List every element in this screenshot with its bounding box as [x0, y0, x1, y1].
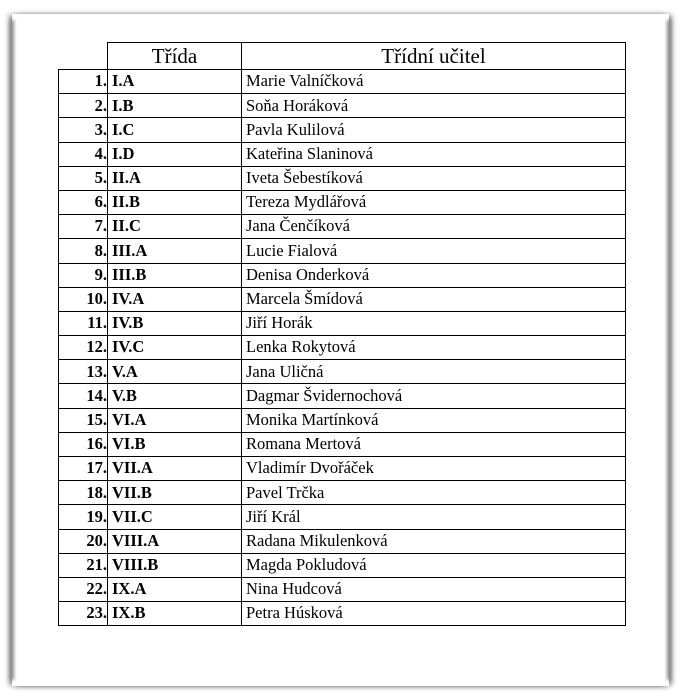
row-number: 2.	[59, 94, 108, 118]
teacher-name: Jana Čenčíková	[242, 215, 626, 239]
table-row	[59, 384, 626, 408]
class-name: VI.B	[108, 432, 242, 456]
teacher-name: Monika Martínková	[242, 408, 626, 432]
row-number: 13.	[59, 360, 108, 384]
row-number: 21.	[59, 553, 108, 577]
table-row	[59, 505, 626, 529]
teacher-name: Vladimír Dvořáček	[242, 457, 626, 481]
table-row	[59, 577, 626, 601]
class-name: V.B	[108, 384, 242, 408]
table-row	[59, 360, 626, 384]
class-name: I.D	[108, 142, 242, 166]
table-row	[59, 481, 626, 505]
table-row	[59, 239, 626, 263]
row-number: 12.	[59, 336, 108, 360]
row-number: 1.	[59, 70, 108, 94]
teacher-name: Marcela Šmídová	[242, 287, 626, 311]
teacher-name: Radana Mikulenková	[242, 529, 626, 553]
row-number: 3.	[59, 118, 108, 142]
table-row	[59, 94, 626, 118]
class-name: IV.C	[108, 336, 242, 360]
row-number: 17.	[59, 457, 108, 481]
teacher-name: Marie Valníčková	[242, 70, 626, 94]
header-class: Třída	[108, 43, 242, 70]
row-number: 6.	[59, 190, 108, 214]
header-teacher: Třídní učitel	[242, 43, 626, 70]
class-name: VII.B	[108, 481, 242, 505]
teacher-name: Kateřina Slaninová	[242, 142, 626, 166]
class-name: VII.A	[108, 457, 242, 481]
table-row	[59, 432, 626, 456]
table-row	[59, 408, 626, 432]
teacher-name: Dagmar Švidernochová	[242, 384, 626, 408]
class-name: VI.A	[108, 408, 242, 432]
table-header	[59, 43, 626, 70]
class-name: II.B	[108, 190, 242, 214]
header-corner-cell	[59, 43, 108, 70]
table-row	[59, 287, 626, 311]
class-name: IX.A	[108, 577, 242, 601]
table-row	[59, 118, 626, 142]
table-row	[59, 311, 626, 335]
teacher-name: Denisa Onderková	[242, 263, 626, 287]
teacher-name: Pavel Trčka	[242, 481, 626, 505]
table-row	[59, 336, 626, 360]
table-row	[59, 553, 626, 577]
teacher-name: Magda Pokludová	[242, 553, 626, 577]
row-number: 8.	[59, 239, 108, 263]
table-row	[59, 166, 626, 190]
class-teacher-table	[58, 42, 626, 626]
table-row	[59, 142, 626, 166]
row-number: 7.	[59, 215, 108, 239]
teacher-name: Tereza Mydlářová	[242, 190, 626, 214]
row-number: 23.	[59, 602, 108, 626]
class-name: I.A	[108, 70, 242, 94]
class-name: VIII.A	[108, 529, 242, 553]
table-row	[59, 70, 626, 94]
class-name: IV.B	[108, 311, 242, 335]
table-row	[59, 529, 626, 553]
teacher-name: Jana Uličná	[242, 360, 626, 384]
class-name: I.C	[108, 118, 242, 142]
class-name: III.B	[108, 263, 242, 287]
table-row	[59, 263, 626, 287]
row-number: 19.	[59, 505, 108, 529]
row-number: 4.	[59, 142, 108, 166]
row-number: 15.	[59, 408, 108, 432]
class-name: III.A	[108, 239, 242, 263]
row-number: 10.	[59, 287, 108, 311]
header-row	[59, 43, 626, 70]
teacher-name: Romana Mertová	[242, 432, 626, 456]
teacher-name: Iveta Šebestíková	[242, 166, 626, 190]
row-number: 5.	[59, 166, 108, 190]
class-name: I.B	[108, 94, 242, 118]
row-number: 22.	[59, 577, 108, 601]
teacher-name: Jiří Horák	[242, 311, 626, 335]
row-number: 18.	[59, 481, 108, 505]
teacher-name: Jiří Král	[242, 505, 626, 529]
teacher-name: Soňa Horáková	[242, 94, 626, 118]
teacher-name: Lucie Fialová	[242, 239, 626, 263]
class-name: VIII.B	[108, 553, 242, 577]
table-row	[59, 215, 626, 239]
class-name: II.C	[108, 215, 242, 239]
table-row	[59, 190, 626, 214]
teacher-name: Lenka Rokytová	[242, 336, 626, 360]
teacher-name: Pavla Kulilová	[242, 118, 626, 142]
document-page	[12, 14, 669, 686]
row-number: 11.	[59, 311, 108, 335]
class-name: IV.A	[108, 287, 242, 311]
row-number: 9.	[59, 263, 108, 287]
table-body	[59, 70, 626, 626]
row-number: 14.	[59, 384, 108, 408]
teacher-name: Nina Hudcová	[242, 577, 626, 601]
table-row	[59, 602, 626, 626]
class-name: II.A	[108, 166, 242, 190]
class-name: VII.C	[108, 505, 242, 529]
row-number: 16.	[59, 432, 108, 456]
class-name: V.A	[108, 360, 242, 384]
table-row	[59, 457, 626, 481]
teacher-name: Petra Húsková	[242, 602, 626, 626]
class-name: IX.B	[108, 602, 242, 626]
row-number: 20.	[59, 529, 108, 553]
